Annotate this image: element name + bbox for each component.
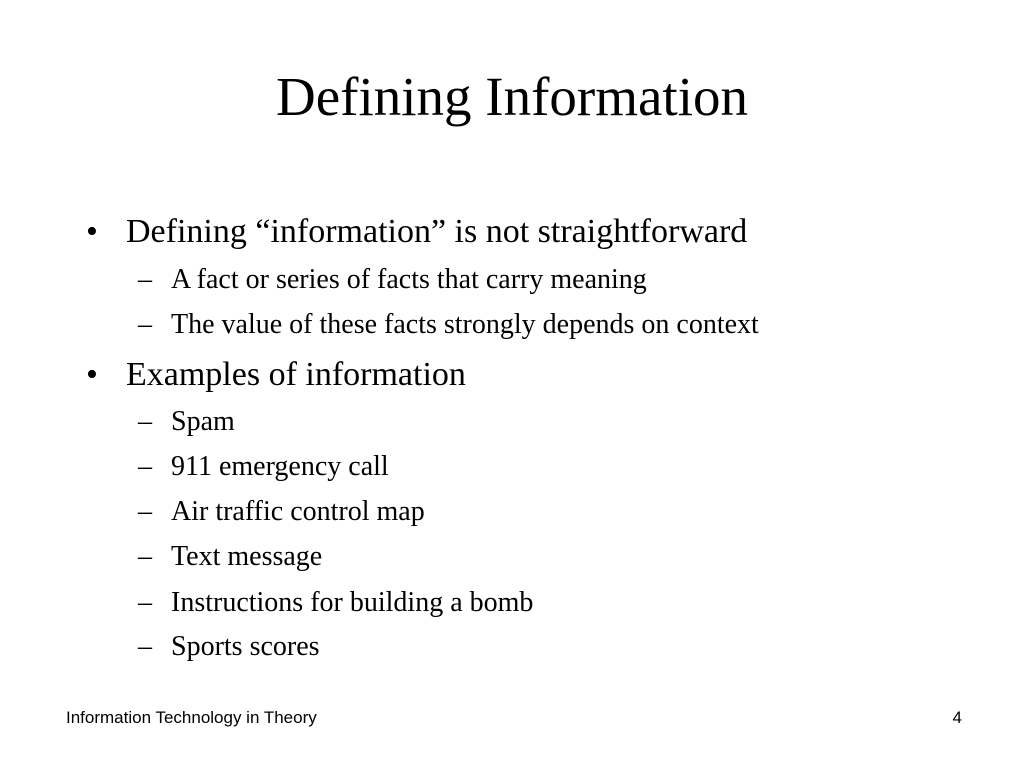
sub-bullet-text: Instructions for building a bomb [171,587,534,618]
sub-bullet-text: A fact or series of facts that carry meaning [171,264,647,295]
sub-bullet-dash: – [138,264,152,295]
sub-bullet-dash: – [138,309,152,340]
sub-bullet-text: 911 emergency call [171,451,389,482]
bullet-text: Defining “information” is not straightforward [126,213,748,250]
slide-title: Defining Information [276,66,748,127]
sub-bullet-dash: – [138,587,152,618]
bullet-text: Examples of information [126,356,466,393]
sub-bullet-dash: – [138,496,152,527]
sub-bullet-dash: – [138,631,152,662]
footer-course-title: Information Technology in Theory [66,708,317,727]
sub-bullet-dash: – [138,451,152,482]
footer-page-number: 4 [952,708,962,727]
sub-bullet-text: Text message [171,541,323,572]
sub-bullet-dash: – [138,406,152,437]
sub-bullet-dash: – [138,541,152,572]
sub-bullet-text: The value of these facts strongly depends on context [171,309,759,340]
sub-bullet-text: Spam [171,406,235,437]
sub-bullet-text: Sports scores [171,631,320,662]
bullet-dot: • [86,213,98,250]
bullet-dot: • [86,356,98,393]
sub-bullet-text: Air traffic control map [171,496,425,527]
